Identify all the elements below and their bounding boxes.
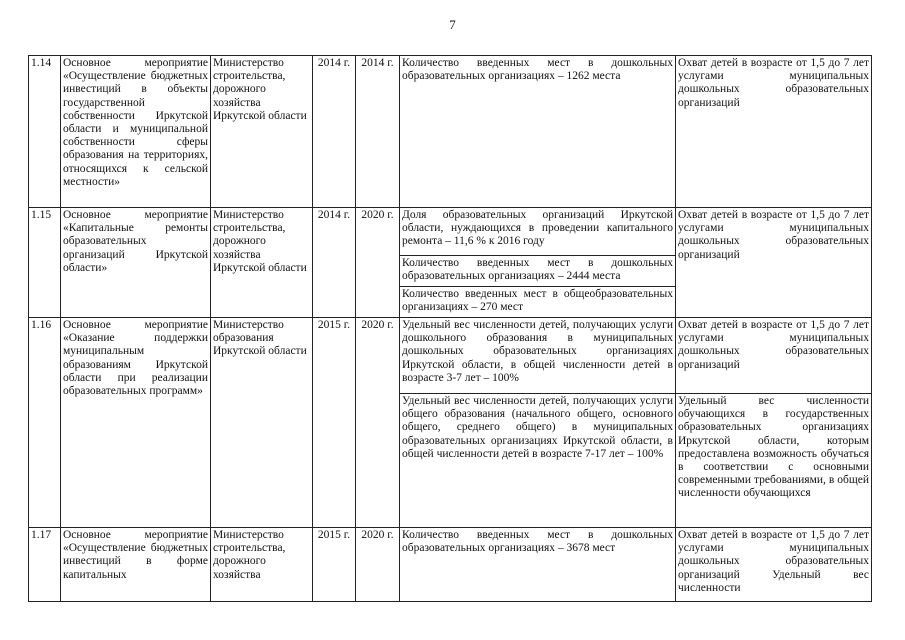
indicator: Количество введенных мест в общеобразовательных организациях – 270 мест — [400, 287, 676, 318]
start-year: 2014 г. — [313, 208, 356, 318]
row-number: 1.17 — [29, 528, 61, 602]
indicator: Количество введенных мест в дошкольных образовательных организациях – 2444 места — [400, 256, 676, 287]
executor: Министерство строительства, дорожного хозяйства Иркутской области — [211, 56, 313, 208]
end-year: 2020 г. — [356, 528, 400, 602]
executor: Министерство образования Иркутской области — [211, 318, 313, 528]
result: Охват детей в возрасте от 1,5 до 7 лет услугами муниципальных дошкольных образовательных организаций Удельный вес численности — [676, 528, 872, 602]
event-name: Основное мероприятие «Осуществление бюджетных инвестиций в объекты государственной собственности Иркутской области и муниципальной собственности сферы образования на территориях, относящихся к сельской местности» — [61, 56, 211, 208]
start-year: 2014 г. — [313, 56, 356, 208]
indicator: Удельный вес численности детей, получающих услуги дошкольного образования в муниципальных дошкольных образовательных организациях Иркутской области, в общей численности детей в возрасте 3-7 лет – 100% — [400, 318, 676, 394]
executor: Министерство строительства, дорожного хозяйства Иркутской области — [211, 208, 313, 318]
start-year: 2015 г. — [313, 528, 356, 602]
event-name: Основное мероприятие «Капитальные ремонты образовательных организаций Иркутской области» — [61, 208, 211, 318]
executor: Министерство строительства, дорожного хозяйства — [211, 528, 313, 602]
program-measures-table — [28, 55, 872, 602]
table-row — [29, 56, 872, 208]
indicator: Доля образовательных организаций Иркутской области, нуждающихся в проведении капитального ремонта – 11,6 % к 2016 году — [400, 208, 676, 256]
indicator: Удельный вес численности детей, получающих услуги общего образования (начального общего, основного общего, среднего общего) в муниципальных образовательных организациях Иркутской области, в общей численности детей в возрасте 7-17 лет – 100% — [400, 394, 676, 528]
result: Охват детей в возрасте от 1,5 до 7 лет услугами муниципальных дошкольных образовательных организаций — [676, 318, 872, 394]
row-number: 1.16 — [29, 318, 61, 528]
end-year: 2020 г. — [356, 208, 400, 318]
event-name: Основное мероприятие «Оказание поддержки муниципальным образованиям Иркутской области при реализации образовательных программ» — [61, 318, 211, 528]
table-row — [29, 208, 872, 256]
table-row — [29, 528, 872, 602]
start-year: 2015 г. — [313, 318, 356, 528]
indicator: Количество введенных мест в дошкольных образовательных организациях – 3678 мест — [400, 528, 676, 602]
result: Удельный вес численности обучающихся в государственных образовательных организациях Иркутской области, которым предоставлена возможность обучаться в соответствии с основными современными требованиями, в общей численности обучающихся — [676, 394, 872, 528]
table-row — [29, 318, 872, 394]
end-year: 2014 г. — [356, 56, 400, 208]
event-name: Основное мероприятие «Осуществление бюджетных инвестиций в форме капитальных — [61, 528, 211, 602]
result: Охват детей в возрасте от 1,5 до 7 лет услугами муниципальных дошкольных образовательных организаций — [676, 208, 872, 318]
result: Охват детей в возрасте от 1,5 до 7 лет услугами муниципальных дошкольных образовательных организаций — [676, 56, 872, 208]
page-number: 7 — [449, 17, 456, 32]
indicator: Количество введенных мест в дошкольных образовательных организациях – 1262 места — [400, 56, 676, 208]
row-number: 1.15 — [29, 208, 61, 318]
end-year: 2020 г. — [356, 318, 400, 528]
row-number: 1.14 — [29, 56, 61, 208]
